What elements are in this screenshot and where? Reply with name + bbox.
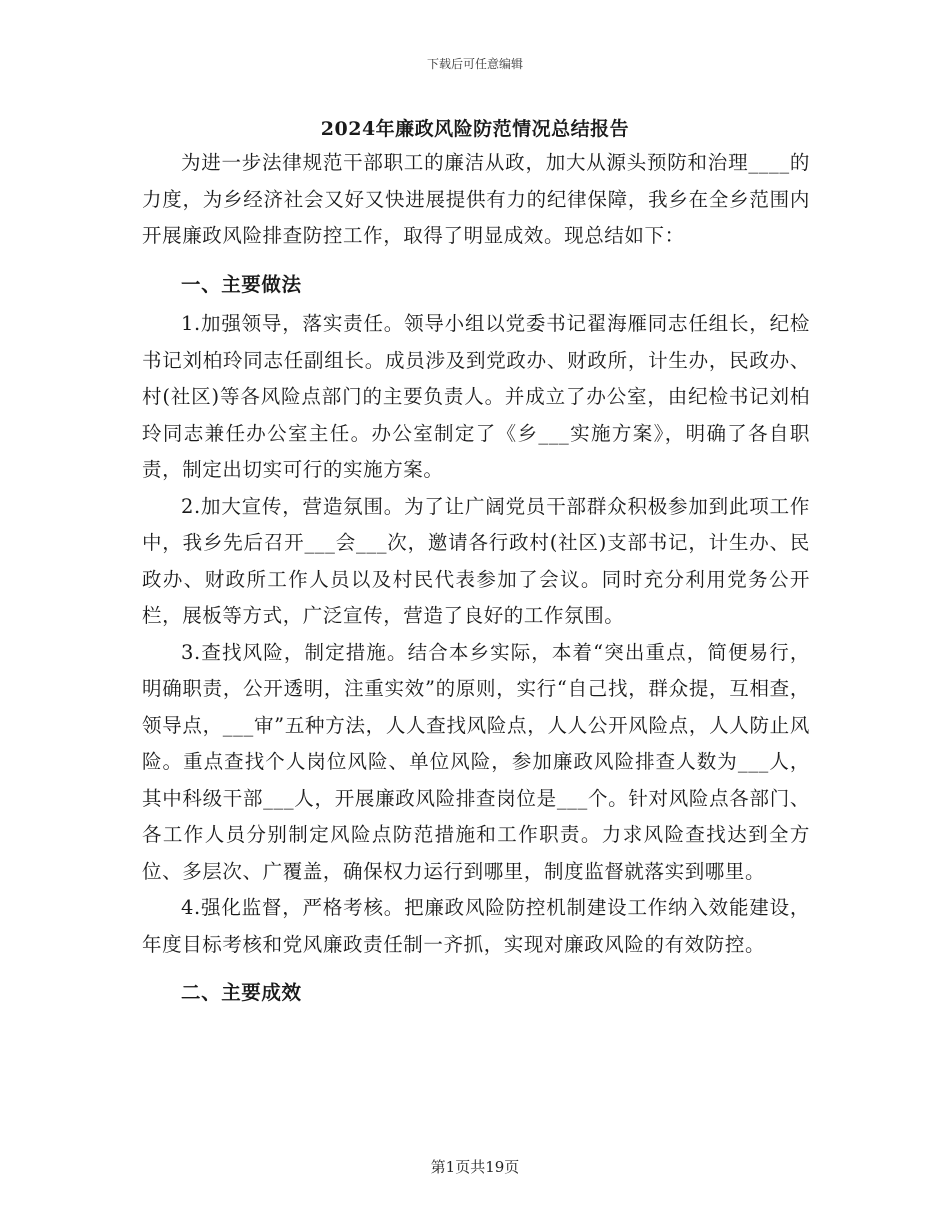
document-title: 2024年廉政风险防范情况总结报告 bbox=[320, 118, 630, 140]
intro-paragraph: 为进一步法律规范干部职工的廉洁从政，加大从源头预防和治理____的力度，为乡经济社会又好又快进展提供有力的纪律保障，我乡在全乡范围内开展廉政风险排查防控工作，取得了明显成效。现总结如下： bbox=[142, 151, 810, 247]
header-note: 下载后可任意编辑 bbox=[426, 57, 523, 71]
section1-item-4: 4.强化监督，严格考核。把廉政风险防控机制建设工作纳入效能建设，年度目标考核和党风廉政责任制一齐抓，实现对廉政风险的有效防控。 bbox=[142, 896, 810, 956]
section1-item-1: 1.加强领导，落实责任。领导小组以党委书记翟海雁同志任组长，纪检书记刘柏玲同志任副组长。成员涉及到党政办、财政所，计生办，民政办、村(社区)等各风险点部门的主要负责人。并成立了办公室，由纪检书记刘柏玲同志兼任办公室主任。办公室制定了《乡___实施方案》，明确了各自职责，制定出切实可行的实施方案。 bbox=[142, 312, 810, 481]
section1-item-3: 3.查找风险，制定措施。结合本乡实际，本着“突出重点，简便易行，明确职责，公开透明，注重实效”的原则，实行“自己找，群众提，互相查，领导点，___审”五种方法，人人查找风险点，人人公开风险点，人人防止风险。重点查找个人岗位风险、单位风险，参加廉政风险排查人数为___人，其中科级干部___人，开展廉政风险排查岗位是___个。针对风险点各部门、各工作人员分别制定风险点防范措施和工作职责。力求风险查找达到全方位、多层次、广覆盖，确保权力运行到哪里，制度监督就落实到哪里。 bbox=[142, 640, 810, 883]
page-footer: 第1页共19页 bbox=[430, 1158, 520, 1176]
document-body bbox=[142, 145, 810, 1015]
section-heading-1: 一、主要做法 bbox=[181, 272, 302, 296]
section1-item-2: 2.加大宣传，营造氛围。为了让广阔党员干部群众积极参加到此项工作中，我乡先后召开___会___次，邀请各行政村(社区)支部书记，计生办、民政办、财政所工作人员以及村民代表参加了会议。同时充分利用党务公开栏，展板等方式，广泛宣传，营造了良好的工作氛围。 bbox=[142, 494, 810, 627]
section-heading-2: 二、主要成效 bbox=[181, 981, 302, 1004]
